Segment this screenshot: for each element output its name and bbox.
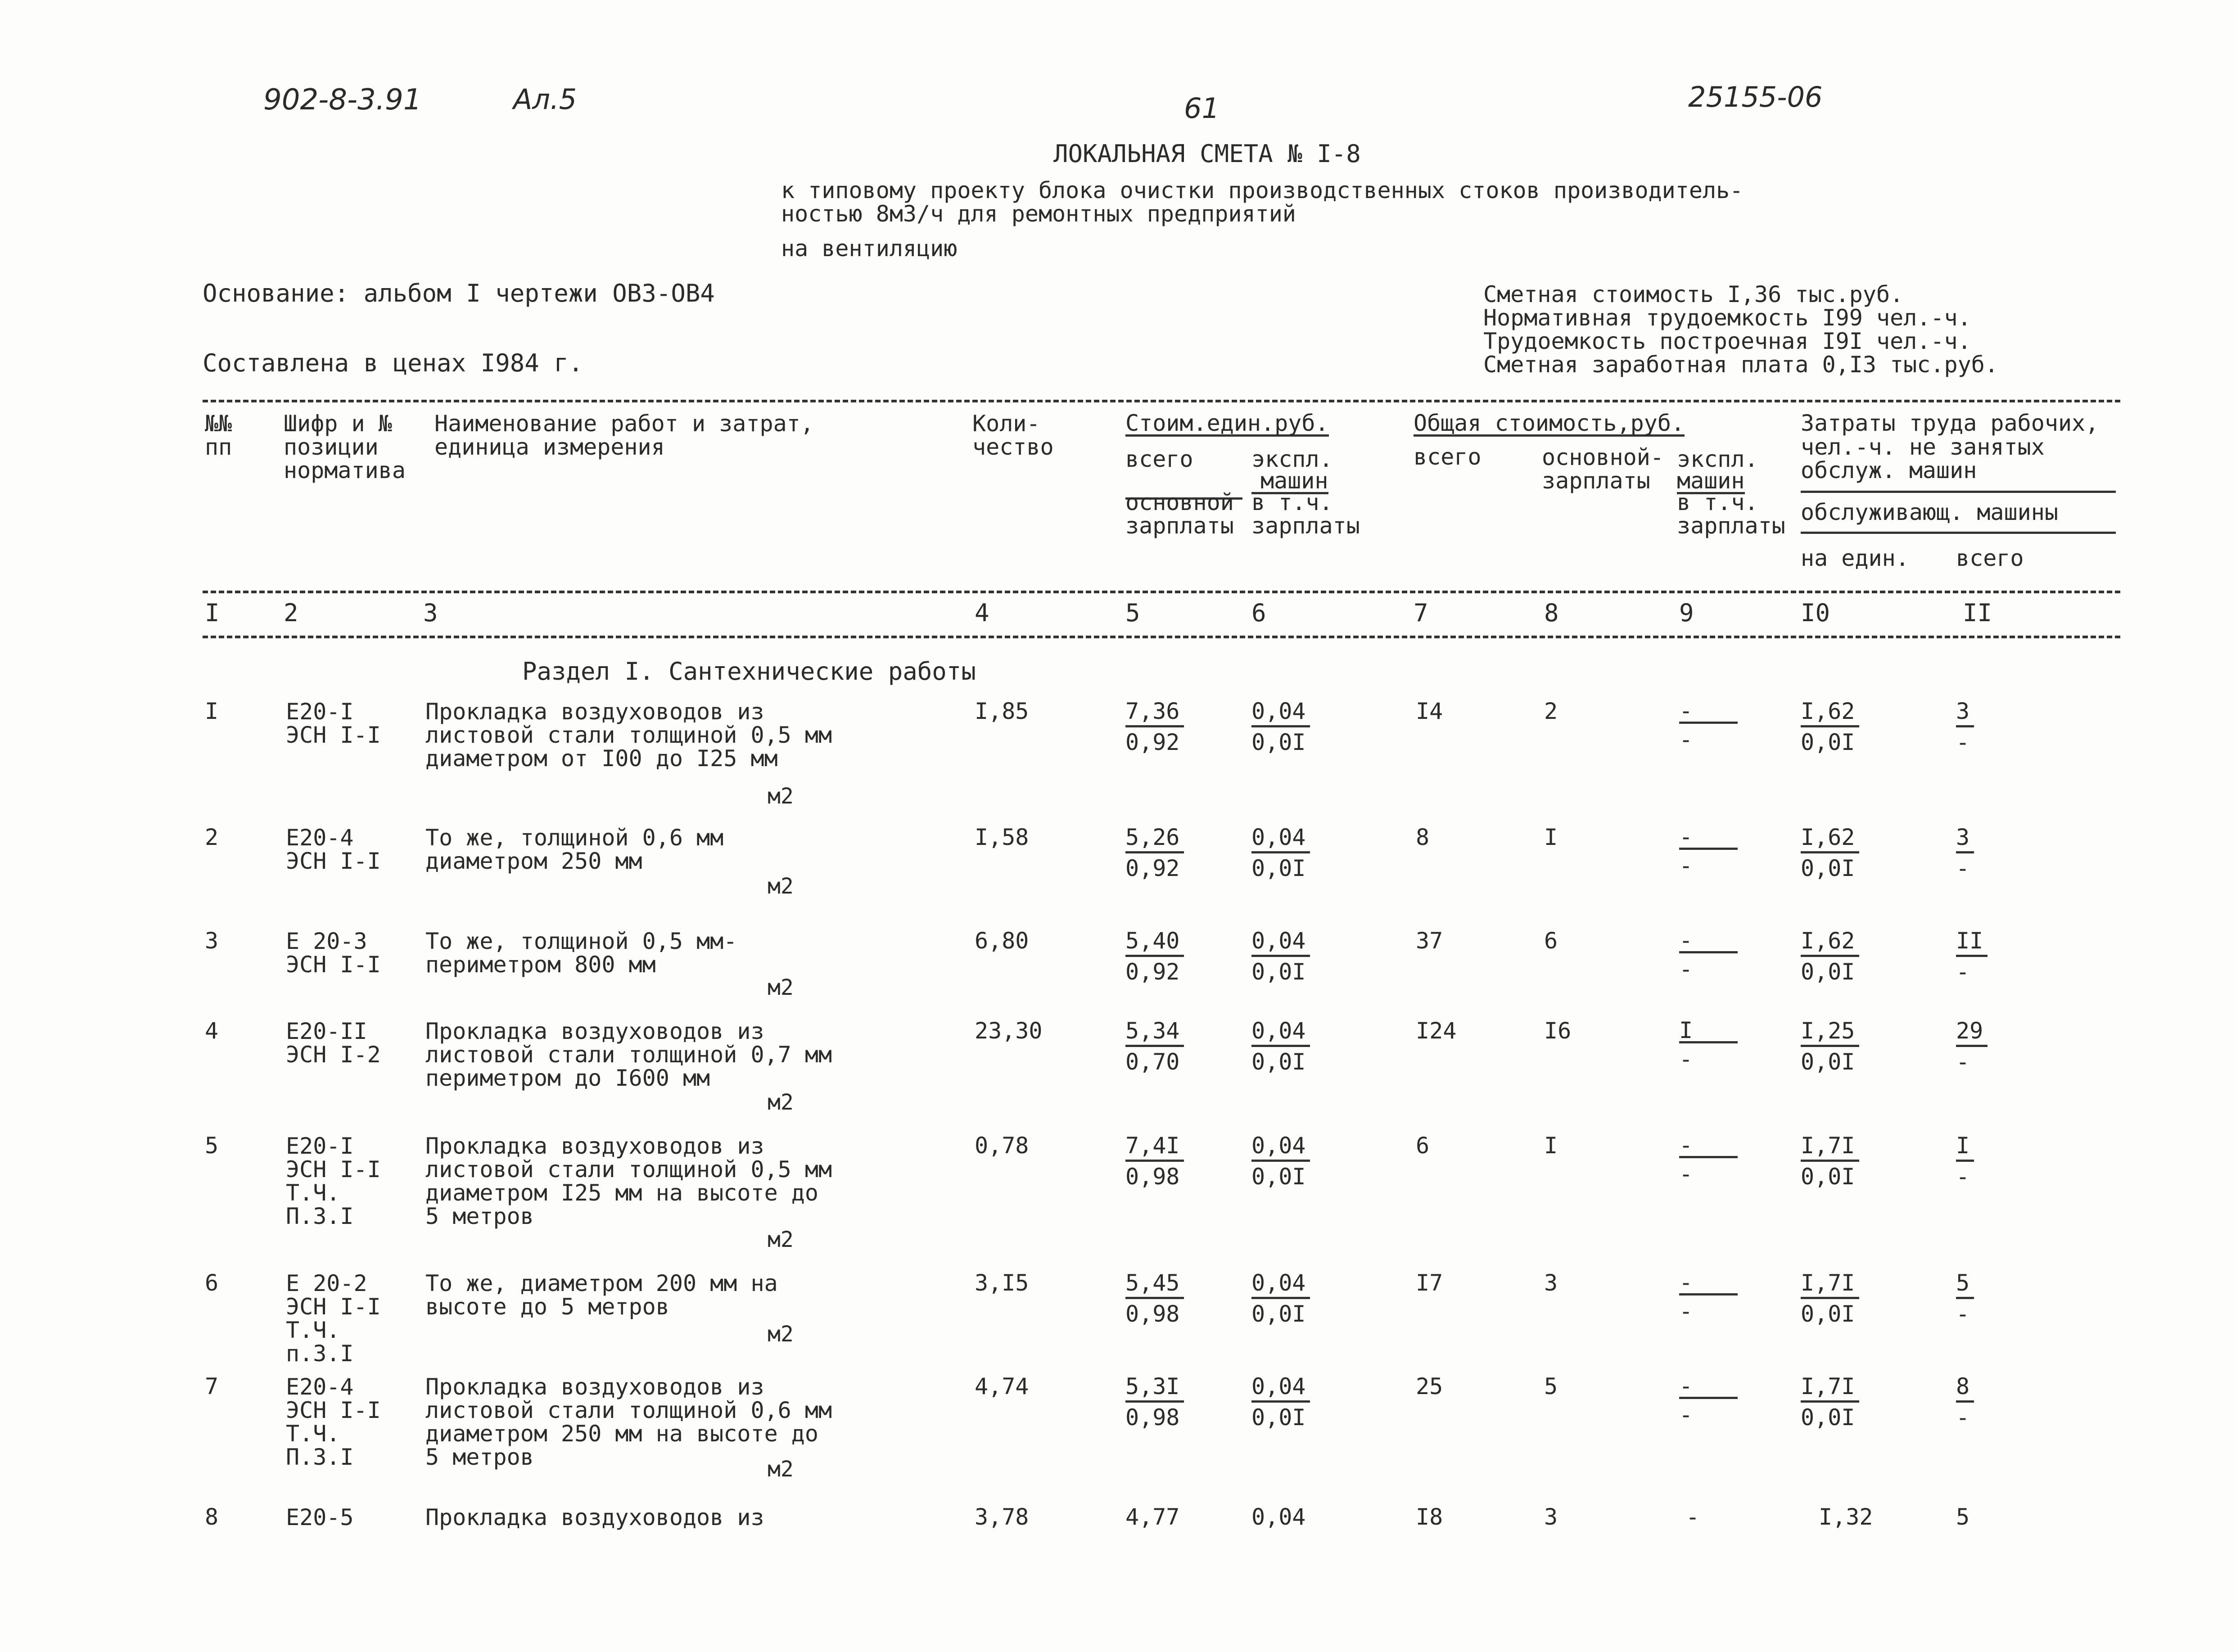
- row-machine-cost-top: 0,04: [1251, 1375, 1310, 1403]
- row-labor-unit: [1801, 826, 1859, 880]
- row-labor-total: [1956, 826, 1974, 880]
- row-machine-cost-bottom: 0,0I: [1251, 1164, 1306, 1190]
- row-name: Прокладка воздуховодов из: [425, 1504, 764, 1530]
- row-machine-total-top: -: [1679, 1134, 1738, 1158]
- col-header-10: на един.: [1801, 545, 1909, 571]
- row-name: То же, толщиной 0,6 мм диаметром 250 мм: [425, 825, 724, 874]
- archive-number: 25155-06: [1688, 81, 1823, 113]
- col-header-9-bottom: в т.ч. зарплаты: [1677, 489, 1785, 539]
- row-total: I7: [1416, 1270, 1443, 1296]
- row-machine-cost: [1251, 1134, 1310, 1188]
- col-header-name: Наименование работ и затрат, единица измерения: [434, 411, 814, 460]
- row-labor-unit-bottom: 0,0I: [1801, 959, 1855, 985]
- row-unit-cost-top: 4,77: [1125, 1504, 1180, 1530]
- row-machine-cost-top: 0,04: [1251, 826, 1310, 853]
- row-labor-unit-top: I,7I: [1801, 1375, 1859, 1403]
- row-unit: м2: [768, 1322, 794, 1347]
- row-machine-total: [1679, 1375, 1738, 1426]
- row-machine-cost-top: 0,04: [1251, 1020, 1310, 1047]
- row-machine-total: [1679, 927, 1738, 982]
- row-wages: I: [1544, 1133, 1558, 1159]
- row-code: Е20-5: [286, 1504, 354, 1530]
- row-unit-cost-top: 5,34: [1125, 1020, 1184, 1047]
- row-code: Е20-4 ЭСН I-I Т.Ч. П.3.I: [286, 1374, 381, 1470]
- row-unit: м2: [768, 975, 794, 1000]
- row-number: 7: [205, 1373, 219, 1399]
- row-unit-cost: [1125, 1134, 1184, 1188]
- col-number-10: I0: [1801, 599, 1830, 627]
- row-labor-total-bottom: -: [1956, 1404, 1970, 1431]
- row-labor-total: [1956, 1506, 1974, 1531]
- row-labor-unit: [1801, 1272, 1859, 1325]
- col-header-number: №№ пп: [205, 411, 232, 460]
- row-code: Е20-I ЭСН I-I: [286, 699, 381, 748]
- row-labor-total-bottom: -: [1956, 1301, 1970, 1327]
- col-number-8: 8: [1544, 599, 1559, 627]
- row-unit-cost-bottom: 0,98: [1125, 1404, 1180, 1431]
- row-quantity: I,85: [975, 698, 1029, 724]
- summary-build-labor: Трудоемкость построечная I9I чел.-ч.: [1483, 328, 1971, 354]
- row-unit-cost-top: 5,3I: [1125, 1375, 1184, 1403]
- row-machine-cost-bottom: 0,0I: [1251, 1301, 1306, 1327]
- row-machine-cost-bottom: 0,0I: [1251, 855, 1306, 881]
- row-labor-unit-top: I,62: [1801, 700, 1859, 727]
- row-name: Прокладка воздуховодов из листовой стали толщиной 0,5 мм диаметром I25 мм на высоте до 5 метров: [425, 1133, 832, 1229]
- row-labor-total-top: 3: [1956, 826, 1974, 853]
- col-number-4: 4: [975, 599, 989, 627]
- row-quantity: I,58: [975, 824, 1029, 850]
- row-labor-unit: [1801, 1375, 1859, 1429]
- row-labor-total-top: 5: [1956, 1504, 1970, 1530]
- row-wages: I: [1544, 824, 1558, 850]
- row-machine-cost-top: 0,04: [1251, 1134, 1310, 1162]
- row-quantity: 4,74: [975, 1373, 1029, 1399]
- row-machine-total-bottom: -: [1679, 853, 1693, 879]
- row-unit-cost: [1125, 1506, 1184, 1531]
- col-header-5-bottom: основной зарплаты: [1125, 489, 1234, 539]
- row-code: Е 20-3 ЭСН I-I: [286, 928, 381, 978]
- row-labor-unit: [1801, 1134, 1859, 1188]
- row-unit-cost-top: 7,36: [1125, 700, 1184, 727]
- col-number-5: 5: [1125, 599, 1140, 627]
- row-unit-cost: [1125, 826, 1184, 880]
- row-machine-total-bottom: -: [1679, 1161, 1693, 1187]
- row-machine-cost-top: 0,04: [1251, 700, 1310, 727]
- row-labor-total: [1956, 1375, 1974, 1429]
- row-unit-cost: [1125, 930, 1184, 983]
- row-machine-total: [1679, 1017, 1738, 1072]
- row-wages: I6: [1544, 1018, 1572, 1044]
- header-bottom-rule: [203, 591, 2120, 593]
- row-unit-cost-bottom: 0,98: [1125, 1301, 1180, 1327]
- title-line-2: ностью 8м3/ч для ремонтных предприятий: [781, 201, 1296, 227]
- price-year: Составлена в ценах I984 г.: [203, 349, 583, 377]
- col-number-7: 7: [1414, 599, 1428, 627]
- row-unit-cost-top: 7,4I: [1125, 1134, 1184, 1162]
- row-machine-total-bottom: -: [1679, 1402, 1693, 1428]
- row-machine-cost: [1251, 700, 1310, 754]
- row-machine-cost: [1251, 1506, 1310, 1531]
- row-unit-cost-bottom: 0,92: [1125, 855, 1180, 881]
- row-total: 25: [1416, 1373, 1443, 1399]
- row-machine-cost: [1251, 1020, 1310, 1073]
- row-code: Е 20-2 ЭСН I-I Т.Ч. п.3.I: [286, 1270, 381, 1367]
- document-title: ЛОКАЛЬНАЯ СМЕТА № I-8: [1053, 140, 1361, 168]
- row-labor-total-top: I: [1956, 1134, 1974, 1162]
- col-header-9-top: экспл.: [1677, 446, 1758, 472]
- row-labor-total-bottom: -: [1956, 959, 1970, 985]
- title-line-3: на вентиляцию: [781, 235, 958, 262]
- row-labor-total-top: 8: [1956, 1375, 1974, 1403]
- row-labor-total: [1956, 700, 1974, 754]
- row-labor-unit-bottom: 0,0I: [1801, 729, 1855, 755]
- row-number: 8: [205, 1504, 219, 1530]
- row-labor-unit-bottom: 0,0I: [1801, 1404, 1855, 1431]
- row-quantity: 3,78: [975, 1504, 1029, 1530]
- col-header-code: Шифр и № позиции норматива: [284, 411, 406, 483]
- col-header-5-top: всего: [1125, 448, 1242, 500]
- row-unit: м2: [768, 784, 794, 809]
- col-header-labor-machines: обслуживающ. машины: [1801, 491, 2116, 534]
- row-total: 37: [1416, 928, 1443, 954]
- row-unit-cost-bottom: 0,98: [1125, 1164, 1180, 1190]
- row-unit: м2: [768, 874, 794, 899]
- row-code: Е20-II ЭСН I-2: [286, 1018, 381, 1068]
- col-header-7: всего: [1414, 444, 1482, 470]
- row-labor-total-bottom: -: [1956, 855, 1970, 881]
- row-machine-cost-bottom: 0,0I: [1251, 1049, 1306, 1075]
- row-labor-unit: [1801, 700, 1859, 754]
- summary-cost: Сметная стоимость I,36 тыс.руб.: [1483, 281, 1904, 307]
- col-number-3: 3: [423, 599, 438, 627]
- row-unit-cost-top: 5,26: [1125, 826, 1184, 853]
- row-labor-total: [1956, 1272, 1974, 1325]
- col-header-6-top: экспл.: [1251, 446, 1333, 472]
- summary-block: [1483, 283, 1998, 376]
- row-name: Прокладка воздуховодов из листовой стали толщиной 0,6 мм диаметром 250 мм на высоте до 5 метров: [425, 1374, 832, 1470]
- row-unit: м2: [768, 1457, 794, 1482]
- row-machine-total: [1679, 1269, 1738, 1324]
- row-machine-cost: [1251, 1375, 1310, 1429]
- row-unit-cost: [1125, 700, 1184, 754]
- row-name: Прокладка воздуховодов из листовой стали толщиной 0,5 мм диаметром от I00 до I25 мм: [425, 699, 832, 772]
- row-machine-total-top: -: [1679, 1375, 1738, 1399]
- row-machine-total-bottom: -: [1679, 1298, 1693, 1324]
- col-number-9: 9: [1679, 599, 1694, 627]
- row-quantity: 23,30: [975, 1018, 1043, 1044]
- project-code: 902-8-3.91: [263, 83, 422, 117]
- row-labor-total-top: II: [1956, 930, 1988, 957]
- row-number: 4: [205, 1018, 219, 1044]
- row-unit-cost: [1125, 1375, 1184, 1429]
- album-number: Ал.5: [513, 83, 577, 116]
- row-labor-unit-top: I,7I: [1801, 1134, 1859, 1162]
- col-header-11: всего: [1956, 545, 2024, 571]
- row-labor-total-bottom: -: [1956, 1164, 1970, 1190]
- col-header-labor: Затраты труда рабочих,: [1801, 410, 2099, 436]
- row-machine-cost-bottom: 0,0I: [1251, 1404, 1306, 1431]
- col-number-6: 6: [1251, 599, 1266, 627]
- row-labor-unit: [1819, 1506, 1877, 1531]
- summary-wages: Сметная заработная плата 0,I3 тыс.руб.: [1483, 352, 1998, 378]
- row-wages: 3: [1544, 1504, 1558, 1530]
- row-machine-cost: [1251, 1272, 1310, 1325]
- row-labor-unit-bottom: 0,0I: [1801, 1164, 1855, 1190]
- col-header-6-bottom: в т.ч. зарплаты: [1251, 489, 1360, 539]
- row-unit: м2: [768, 1090, 794, 1115]
- row-quantity: 6,80: [975, 928, 1029, 954]
- col-header-9-sub: машин: [1677, 468, 1745, 494]
- section-title: Раздел I. Сантехнические работы: [522, 657, 976, 686]
- row-labor-total-top: 29: [1956, 1020, 1988, 1047]
- row-machine-total-top: -: [1679, 700, 1738, 724]
- row-machine-total: -: [1686, 1504, 1700, 1530]
- row-total: I24: [1416, 1018, 1457, 1044]
- row-name: Прокладка воздуховодов из листовой стали толщиной 0,7 мм периметром до I600 мм: [425, 1018, 832, 1091]
- row-number: I: [205, 698, 219, 724]
- col-number-11: II: [1963, 599, 1992, 627]
- row-labor-unit-bottom: 0,0I: [1801, 1301, 1855, 1327]
- row-number: 3: [205, 928, 219, 954]
- row-number: 2: [205, 824, 219, 850]
- row-labor-unit: [1801, 1020, 1859, 1073]
- row-machine-cost-top: 0,04: [1251, 1504, 1306, 1530]
- row-machine-cost: [1251, 826, 1310, 880]
- table-top-rule: [203, 400, 2120, 402]
- row-total: I8: [1416, 1504, 1443, 1530]
- row-machine-total-top: -: [1679, 930, 1738, 953]
- row-total: I4: [1416, 698, 1443, 724]
- row-unit-cost-bottom: 0,92: [1125, 959, 1180, 985]
- row-unit-cost-top: 5,40: [1125, 930, 1184, 957]
- row-wages: 5: [1544, 1373, 1558, 1399]
- row-wages: 6: [1544, 928, 1558, 954]
- row-number: 5: [205, 1133, 219, 1159]
- col-header-unit-cost: Стоим.един.руб.: [1125, 410, 1329, 436]
- row-labor-total-bottom: -: [1956, 1049, 1970, 1075]
- row-name: То же, толщиной 0,5 мм- периметром 800 мм: [425, 928, 737, 978]
- row-code: Е20-I ЭСН I-I Т.Ч. П.3.I: [286, 1133, 381, 1229]
- page-number: 61: [1184, 92, 1220, 125]
- row-wages: 3: [1544, 1270, 1558, 1296]
- row-labor-total: [1956, 1134, 1974, 1188]
- row-quantity: 0,78: [975, 1133, 1029, 1159]
- row-labor-unit: [1801, 930, 1859, 983]
- basis: Основание: альбом I чертежи ОВЗ-ОВ4: [203, 279, 715, 307]
- row-labor-unit-bottom: 0,0I: [1801, 1049, 1855, 1075]
- row-total: 8: [1416, 824, 1430, 850]
- summary-norm-labor: Нормативная трудоемкость I99 чел.-ч.: [1483, 305, 1971, 331]
- row-labor-total: [1956, 930, 1988, 983]
- row-labor-total: [1956, 1020, 1988, 1073]
- row-unit-cost: [1125, 1020, 1184, 1073]
- row-machine-total: [1679, 826, 1738, 877]
- row-unit-cost-top: 5,45: [1125, 1272, 1184, 1299]
- title-line-1: к типовому проекту блока очистки производственных стоков производитель-: [781, 177, 1744, 203]
- row-code: Е20-4 ЭСН I-I: [286, 825, 381, 874]
- row-labor-unit-top: I,32: [1819, 1504, 1873, 1530]
- col-header-labor-sub: чел.-ч. не занятых обслуж. машин: [1801, 434, 2045, 483]
- row-machine-cost-bottom: 0,0I: [1251, 959, 1306, 985]
- row-labor-total-top: 3: [1956, 700, 1974, 727]
- row-labor-unit-top: I,62: [1801, 826, 1859, 853]
- row-unit-cost: [1125, 1272, 1184, 1325]
- row-labor-unit-top: I,7I: [1801, 1272, 1859, 1299]
- row-machine-total-top: I: [1679, 1020, 1738, 1043]
- row-machine-total: [1679, 700, 1738, 751]
- row-machine-total-bottom: -: [1679, 727, 1693, 753]
- row-machine-total-top: -: [1679, 1272, 1738, 1295]
- row-machine-total-bottom: -: [1679, 956, 1693, 982]
- row-labor-unit-top: I,25: [1801, 1020, 1859, 1047]
- row-machine-total-top: -: [1679, 826, 1738, 850]
- row-machine-total: [1679, 1134, 1738, 1185]
- col-header-quantity: Коли- чество: [972, 411, 1054, 460]
- row-quantity: 3,I5: [975, 1270, 1029, 1296]
- row-labor-unit-top: I,62: [1801, 930, 1859, 957]
- row-name: То же, диаметром 200 мм на высоте до 5 метров: [425, 1270, 778, 1320]
- column-number-rule: [203, 636, 2120, 638]
- row-number: 6: [205, 1270, 219, 1296]
- row-total: 6: [1416, 1133, 1430, 1159]
- row-labor-total-top: 5: [1956, 1272, 1974, 1299]
- row-unit-cost-bottom: 0,92: [1125, 729, 1180, 755]
- row-unit: м2: [768, 1227, 794, 1252]
- col-header-8: основной- зарплаты: [1542, 444, 1664, 494]
- row-wages: 2: [1544, 698, 1558, 724]
- row-unit-cost-bottom: 0,70: [1125, 1049, 1180, 1075]
- row-machine-cost-top: 0,04: [1251, 1272, 1310, 1299]
- row-machine-cost-bottom: 0,0I: [1251, 729, 1306, 755]
- row-machine-cost-top: 0,04: [1251, 930, 1310, 957]
- row-labor-unit-bottom: 0,0I: [1801, 855, 1855, 881]
- row-machine-cost: [1251, 930, 1310, 983]
- row-labor-total-bottom: -: [1956, 729, 1970, 755]
- row-machine-total-bottom: -: [1679, 1046, 1693, 1072]
- col-number-2: 2: [284, 599, 298, 627]
- col-header-6-sub: машин: [1251, 469, 1328, 494]
- col-header-total-cost: Общая стоимость,руб.: [1414, 410, 1685, 436]
- col-number-1: I: [205, 599, 220, 627]
